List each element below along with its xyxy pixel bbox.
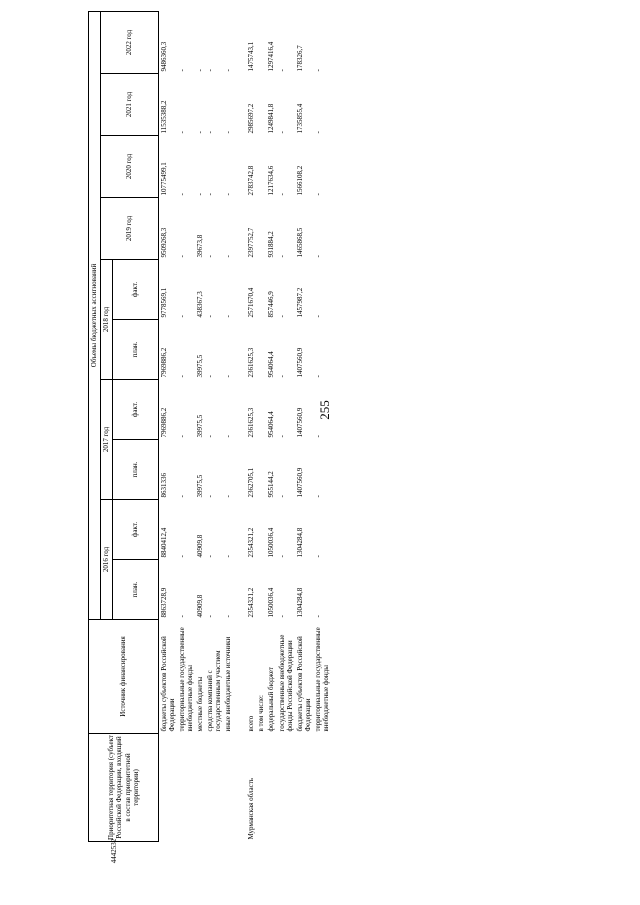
table-row: [205, 12, 223, 842]
territory-cell: [159, 734, 178, 842]
territory-cell: [313, 734, 331, 842]
value-cell: 2783742,8: [247, 165, 256, 196]
value-cell: -: [178, 193, 187, 196]
value-cell: -: [224, 435, 233, 438]
territory-cell: [277, 734, 295, 842]
value-cell: 2361625,3: [247, 407, 256, 438]
value-cell: 2361625,3: [247, 347, 256, 378]
source-cell: территориальные государственные внебюджетные фонды: [313, 627, 330, 732]
value-cell: 10775499,1: [160, 162, 168, 196]
value-cell: 2354321,2: [247, 587, 256, 618]
table-header: [89, 12, 159, 842]
value-cell: -: [178, 375, 187, 378]
value-cell: 9486360,3: [160, 41, 168, 72]
territory-cell: [223, 734, 233, 842]
value-cell: 1407560,9: [295, 407, 304, 438]
value-cell: 1735855,4: [295, 103, 304, 134]
value-cell: -: [178, 435, 187, 438]
value-cell: -: [206, 193, 215, 196]
value-cell: -: [277, 315, 286, 318]
value-cell: -: [178, 555, 187, 558]
value-cell: 40909,8: [196, 534, 205, 558]
value-cell: -: [277, 615, 286, 618]
source-cell: территориальные государственные внебюджетные фонды: [178, 627, 195, 732]
header-source: Источник финансирования: [89, 620, 159, 734]
source-cell: государственные внебюджетные фонды Российской Федерации: [277, 634, 294, 732]
value-cell: [256, 500, 266, 560]
source-cell: местные бюджеты: [196, 676, 205, 732]
value-cell: -: [313, 193, 322, 196]
value-cell: -: [206, 69, 215, 72]
value-cell: 1304284,8: [295, 527, 304, 558]
value-cell: -: [196, 69, 205, 72]
table-body: [159, 12, 331, 842]
value-cell: -: [206, 615, 215, 618]
value-cell: 2397752,7: [247, 227, 256, 258]
value-cell: 8863728,9: [160, 587, 168, 618]
value-cell: -: [178, 615, 187, 618]
value-cell: 1407560,9: [295, 347, 304, 378]
value-cell: -: [277, 69, 286, 72]
value-cell: [256, 136, 266, 198]
value-cell: -: [277, 555, 286, 558]
value-cell: 39975,5: [196, 474, 205, 498]
value-cell: -: [224, 495, 233, 498]
source-cell: в том числе:: [257, 695, 266, 732]
value-cell: 954064,4: [267, 351, 276, 378]
value-cell: -: [206, 375, 215, 378]
value-cell: -: [206, 131, 215, 134]
value-cell: -: [224, 315, 233, 318]
value-cell: 1304284,8: [295, 587, 304, 618]
value-cell: [256, 198, 266, 260]
territory-cell: [195, 734, 205, 842]
source-cell: федеральный бюджет: [267, 667, 276, 732]
value-cell: -: [178, 315, 187, 318]
header-year-2020: 2020 год: [101, 136, 159, 198]
value-cell: -: [313, 435, 322, 438]
value-cell: 1297416,4: [267, 41, 276, 72]
source-cell: бюджеты субъектов Российской Федерации: [160, 636, 177, 732]
header-plan-2016: план.: [113, 560, 159, 620]
table-row: [159, 12, 178, 842]
value-cell: 438367,3: [196, 291, 205, 318]
value-cell: -: [313, 555, 322, 558]
value-cell: -: [196, 131, 205, 134]
header-year-2018: 2018 год: [101, 260, 113, 380]
header-fact-2016: факт.: [113, 500, 159, 560]
value-cell: 1217634,6: [267, 165, 276, 196]
header-year-2019: 2019 год: [101, 198, 159, 260]
page-number: 255: [317, 400, 332, 420]
value-cell: 1475743,1: [247, 41, 256, 72]
value-cell: -: [224, 69, 233, 72]
value-cell: 1566108,2: [295, 165, 304, 196]
value-cell: -: [277, 193, 286, 196]
value-cell: -: [224, 131, 233, 134]
value-cell: -: [224, 375, 233, 378]
value-cell: 955144,2: [267, 471, 276, 498]
document-id: 4442532: [110, 838, 118, 864]
value-cell: -: [224, 193, 233, 196]
table-row: [266, 12, 276, 842]
value-cell: -: [277, 435, 286, 438]
value-cell: 857446,9: [267, 291, 276, 318]
territory-cell: [295, 734, 313, 842]
value-cell: -: [313, 255, 322, 258]
value-cell: 178326,7: [295, 45, 304, 72]
value-cell: -: [178, 131, 187, 134]
value-cell: 1249841,8: [267, 103, 276, 134]
value-cell: 1407560,9: [295, 467, 304, 498]
value-cell: 7969886,2: [160, 347, 168, 378]
budget-table: [88, 11, 331, 842]
value-cell: 9778569,1: [160, 287, 168, 318]
value-cell: -: [313, 69, 322, 72]
value-cell: -: [196, 193, 205, 196]
territory-cell: [266, 734, 276, 842]
value-cell: 2354321,2: [247, 527, 256, 558]
value-cell: 39673,8: [196, 234, 205, 258]
value-cell: -: [277, 375, 286, 378]
source-cell: иные внебюджетные источники: [224, 636, 233, 732]
header-year-2017: 2017 год: [101, 380, 113, 500]
territory-cell: [205, 734, 223, 842]
value-cell: -: [224, 615, 233, 618]
value-cell: 39975,5: [196, 354, 205, 378]
value-cell: 40909,8: [196, 594, 205, 618]
value-cell: -: [313, 615, 322, 618]
value-cell: 2362705,1: [247, 467, 256, 498]
value-cell: -: [206, 255, 215, 258]
value-cell: 1050036,4: [267, 587, 276, 618]
value-cell: -: [313, 495, 322, 498]
header-year-2016: 2016 год: [101, 500, 113, 620]
territory-cell: Мурманская область: [247, 777, 256, 840]
value-cell: 8631336: [160, 473, 168, 498]
territory-cell: [256, 734, 266, 842]
value-cell: 8840412,4: [160, 527, 168, 558]
value-cell: [256, 440, 266, 500]
value-cell: -: [206, 435, 215, 438]
header-plan-2018: план.: [113, 320, 159, 380]
value-cell: -: [277, 255, 286, 258]
value-cell: 9509268,3: [160, 227, 168, 258]
value-cell: -: [277, 495, 286, 498]
source-cell: бюджеты субъектов Российской Федерации: [295, 636, 312, 732]
value-cell: [256, 74, 266, 136]
value-cell: -: [206, 495, 215, 498]
value-cell: -: [277, 131, 286, 134]
value-cell: [256, 12, 266, 74]
value-cell: [256, 320, 266, 380]
value-cell: -: [313, 315, 322, 318]
value-cell: 931884,2: [267, 231, 276, 258]
value-cell: -: [224, 555, 233, 558]
header-fact-2017: факт.: [113, 380, 159, 440]
table-row: [313, 12, 331, 842]
table-row: [223, 12, 233, 842]
rotated-table-container: [88, 12, 608, 842]
header-plan-2017: план.: [113, 440, 159, 500]
header-territory: Приоритетная территория (субъект Российской Федерации, входящий в состав приоритетной территории): [89, 734, 159, 842]
value-cell: -: [313, 375, 322, 378]
table-row: [177, 12, 195, 842]
value-cell: 954064,4: [267, 411, 276, 438]
value-cell: 1465868,5: [295, 227, 304, 258]
header-fact-2018: факт.: [113, 260, 159, 320]
value-cell: 11535388,2: [160, 100, 168, 134]
value-cell: -: [313, 131, 322, 134]
territory-cell: [177, 734, 195, 842]
header-year-2021: 2021 год: [101, 74, 159, 136]
value-cell: 1050036,4: [267, 527, 276, 558]
value-cell: -: [206, 315, 215, 318]
value-cell: 2571670,4: [247, 287, 256, 318]
source-cell: всего: [247, 715, 256, 732]
header-year-2022: 2022 год: [101, 12, 159, 74]
value-cell: -: [178, 255, 187, 258]
value-cell: 7969886,2: [160, 407, 168, 438]
value-cell: -: [224, 255, 233, 258]
value-cell: 2985697,2: [247, 103, 256, 134]
value-cell: [256, 260, 266, 320]
table-row: [195, 12, 205, 842]
value-cell: [256, 560, 266, 620]
table-row: [295, 12, 313, 842]
value-cell: 39975,5: [196, 414, 205, 438]
table-row: [233, 12, 256, 842]
value-cell: -: [206, 555, 215, 558]
value-cell: 1457987,2: [295, 287, 304, 318]
value-cell: -: [178, 495, 187, 498]
value-cell: [256, 380, 266, 440]
table-row: [256, 12, 266, 842]
value-cell: -: [178, 69, 187, 72]
header-volumes: Объемы бюджетных ассигнований: [89, 12, 101, 620]
source-cell: средства компаний с государственным участием: [206, 650, 223, 732]
table-row: [277, 12, 295, 842]
